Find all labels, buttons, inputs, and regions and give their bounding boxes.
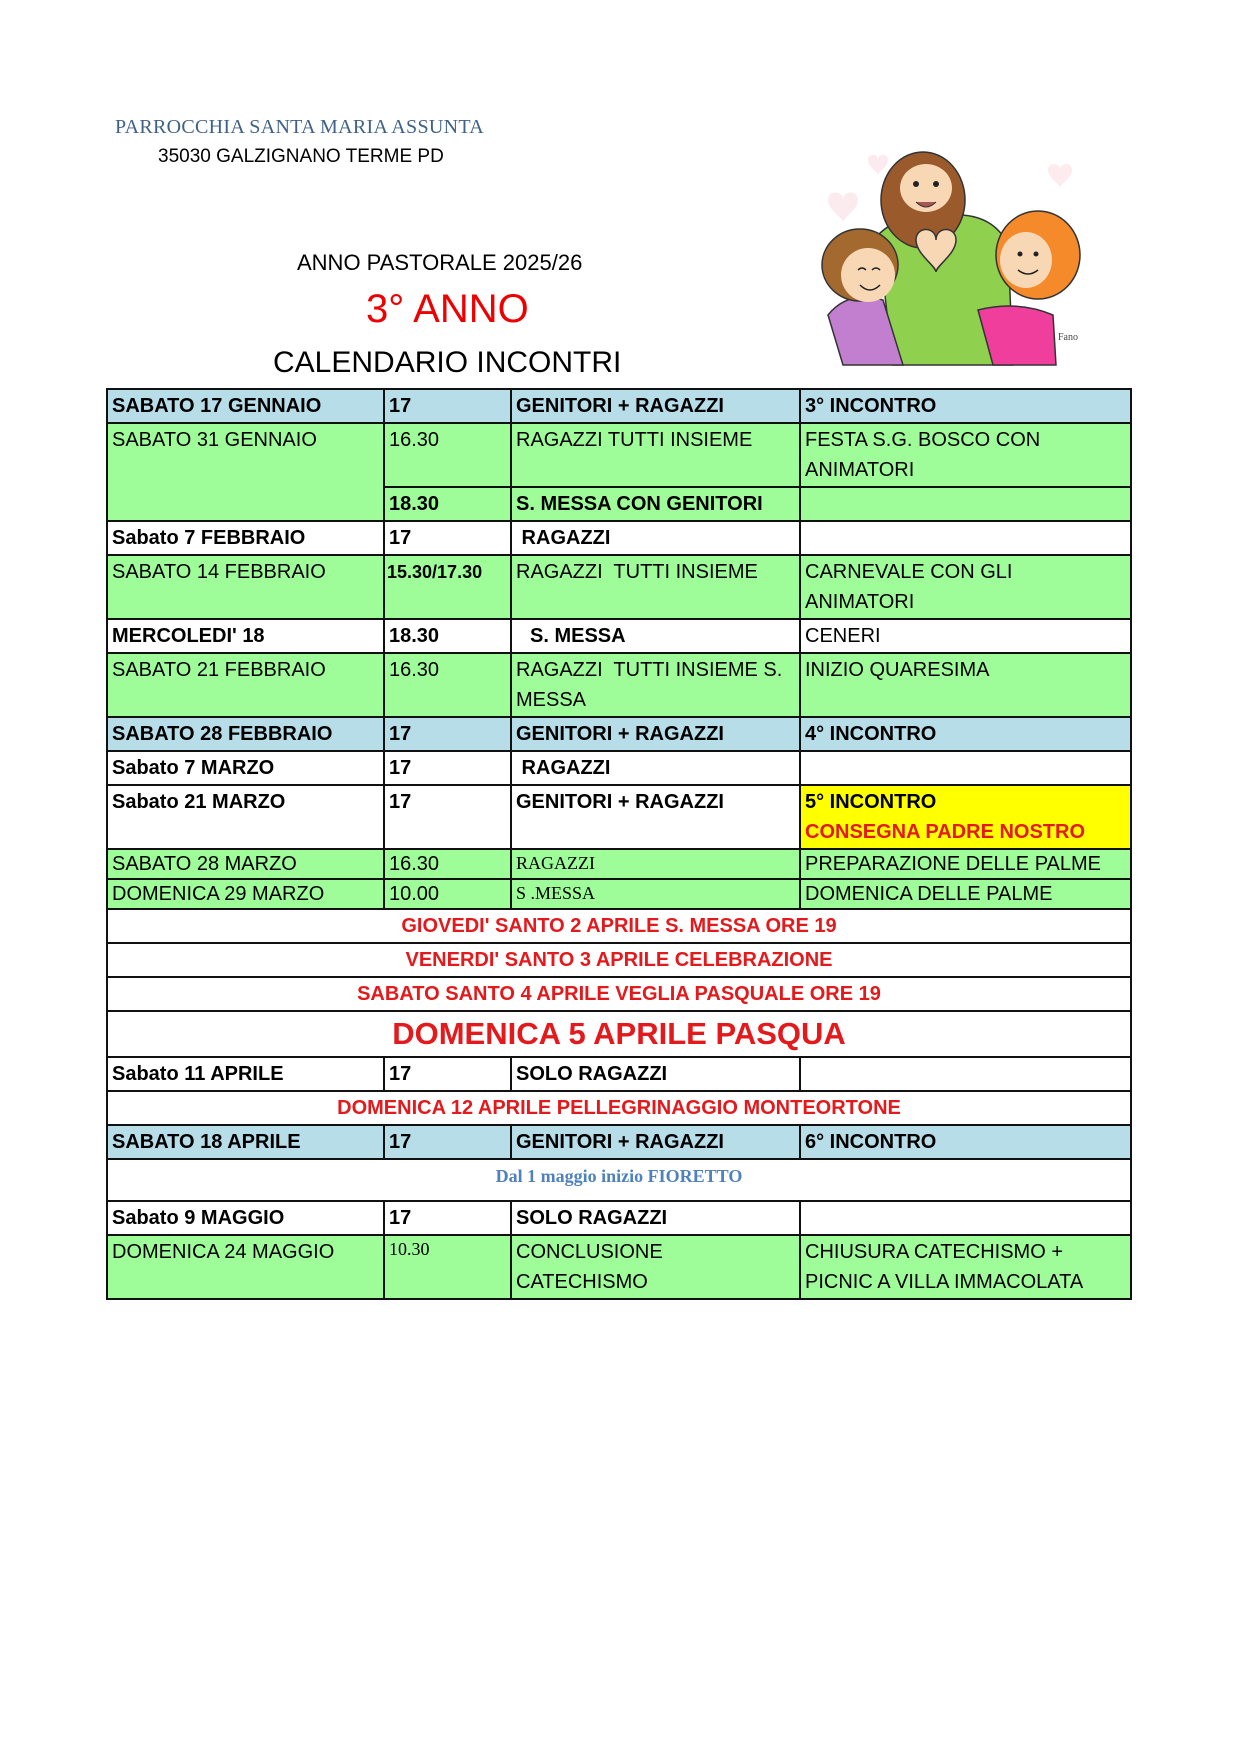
participants-cell: RAGAZZI TUTTI INSIEME [511, 555, 800, 619]
holy-thursday-row: GIOVEDI' SANTO 2 APRILE S. MESSA ORE 19 [107, 909, 1131, 943]
calendar-title: CALENDARIO INCONTRI [273, 346, 622, 379]
table-row [107, 1159, 1131, 1201]
note-cell: FESTA S.G. BOSCO CON ANIMATORI [800, 423, 1131, 487]
time-cell: 16.30 [384, 653, 511, 717]
time-cell: 16.30 [384, 423, 511, 487]
participants-cell: RAGAZZI TUTTI INSIEME S. MESSA [511, 653, 800, 717]
fioretto-row: Dal 1 maggio inizio FIORETTO [107, 1159, 1131, 1201]
table-row [107, 653, 1131, 717]
table-row [107, 1201, 1131, 1235]
note-cell: CENERI [800, 619, 1131, 653]
time-cell: 17 [384, 1057, 511, 1091]
illustration-signature: Fano [1058, 332, 1078, 343]
pastoral-year: ANNO PASTORALE 2025/26 [297, 250, 583, 275]
table-row [107, 1125, 1131, 1159]
time-cell: 16.30 [384, 849, 511, 879]
date-cell: SABATO 18 APRILE [107, 1125, 384, 1159]
note-cell: 6° INCONTRO [800, 1125, 1131, 1159]
pilgrimage-row: DOMENICA 12 APRILE PELLEGRINAGGIO MONTEORTONE [107, 1091, 1131, 1125]
note-cell [800, 785, 1131, 849]
participants-cell: S .MESSA [511, 879, 800, 909]
participants-cell: RAGAZZI [511, 849, 800, 879]
time-cell: 17 [384, 717, 511, 751]
table-row [107, 717, 1131, 751]
holy-saturday-row: SABATO SANTO 4 APRILE VEGLIA PASQUALE ORE 19 [107, 977, 1131, 1011]
participants-cell: S. MESSA [511, 619, 800, 653]
participants-cell: RAGAZZI TUTTI INSIEME [511, 423, 800, 487]
year-title: 3° ANNO [366, 287, 529, 331]
note-cell [800, 751, 1131, 785]
date-cell: Sabato 7 MARZO [107, 751, 384, 785]
note-cell: 3° INCONTRO [800, 389, 1131, 423]
table-row [107, 785, 1131, 849]
consegna-label: CONSEGNA PADRE NOSTRO [805, 821, 1086, 843]
time-cell: 18.30 [384, 619, 511, 653]
participants-cell: SOLO RAGAZZI [511, 1057, 800, 1091]
note-cell: DOMENICA DELLE PALME [800, 879, 1131, 909]
time-cell: 17 [384, 751, 511, 785]
date-cell: SABATO 28 FEBBRAIO [107, 717, 384, 751]
table-row [107, 1057, 1131, 1091]
date-cell: DOMENICA 29 MARZO [107, 879, 384, 909]
time-cell: 17 [384, 785, 511, 849]
table-row [107, 977, 1131, 1011]
table-row [107, 751, 1131, 785]
time-cell: 17 [384, 1201, 511, 1235]
date-cell: Sabato 21 MARZO [107, 785, 384, 849]
table-row [107, 943, 1131, 977]
table-row [107, 389, 1131, 423]
participants-cell: S. MESSA CON GENITORI [511, 487, 800, 521]
date-cell: Sabato 9 MAGGIO [107, 1201, 384, 1235]
table-row [107, 909, 1131, 943]
jesus-children-illustration [808, 140, 1098, 370]
table-row [107, 555, 1131, 619]
date-cell: SABATO 28 MARZO [107, 849, 384, 879]
time-cell: 15.30/17.30 [384, 555, 511, 619]
note-cell [800, 487, 1131, 521]
participants-cell: CONCLUSIONE CATECHISMO [511, 1235, 800, 1299]
note-cell: PREPARAZIONE DELLE PALME [800, 849, 1131, 879]
note-cell: INIZIO QUARESIMA [800, 653, 1131, 717]
participants-cell: GENITORI + RAGAZZI [511, 389, 800, 423]
date-cell: DOMENICA 24 MAGGIO [107, 1235, 384, 1299]
table-row [107, 1091, 1131, 1125]
note-cell: 4° INCONTRO [800, 717, 1131, 751]
date-cell: SABATO 17 GENNAIO [107, 389, 384, 423]
date-cell: SABATO 31 GENNAIO [107, 423, 384, 521]
table-row [107, 849, 1131, 879]
note-cell: CHIUSURA CATECHISMO + PICNIC A VILLA IMMACOLATA [800, 1235, 1131, 1299]
time-cell: 17 [384, 389, 511, 423]
time-cell: 10.30 [384, 1235, 511, 1299]
note-cell [800, 1201, 1131, 1235]
meeting-label: 5° INCONTRO [805, 791, 937, 813]
participants-cell: GENITORI + RAGAZZI [511, 1125, 800, 1159]
time-cell: 17 [384, 1125, 511, 1159]
note-cell [800, 1057, 1131, 1091]
table-row [107, 1011, 1131, 1057]
date-cell: Sabato 11 APRILE [107, 1057, 384, 1091]
table-row [107, 423, 1131, 487]
time-cell: 18.30 [384, 487, 511, 521]
date-cell: SABATO 21 FEBBRAIO [107, 653, 384, 717]
participants-cell: SOLO RAGAZZI [511, 1201, 800, 1235]
date-cell: SABATO 14 FEBBRAIO [107, 555, 384, 619]
table-row [107, 619, 1131, 653]
easter-row: DOMENICA 5 APRILE PASQUA [107, 1011, 1131, 1057]
note-cell [800, 521, 1131, 555]
parish-name: PARROCCHIA SANTA MARIA ASSUNTA [115, 116, 485, 138]
date-cell: Sabato 7 FEBBRAIO [107, 521, 384, 555]
table-row [107, 879, 1131, 909]
good-friday-row: VENERDI' SANTO 3 APRILE CELEBRAZIONE [107, 943, 1131, 977]
participants-cell: RAGAZZI [511, 521, 800, 555]
participants-cell: RAGAZZI [511, 751, 800, 785]
table-row [107, 521, 1131, 555]
time-cell: 17 [384, 521, 511, 555]
note-cell: CARNEVALE CON GLI ANIMATORI [800, 555, 1131, 619]
date-cell: MERCOLEDI' 18 [107, 619, 384, 653]
parish-address: 35030 GALZIGNANO TERME PD [158, 146, 444, 167]
participants-cell: GENITORI + RAGAZZI [511, 785, 800, 849]
table-row [107, 1235, 1131, 1299]
time-cell: 10.00 [384, 879, 511, 909]
calendar-table [106, 388, 1132, 1300]
participants-cell: GENITORI + RAGAZZI [511, 717, 800, 751]
